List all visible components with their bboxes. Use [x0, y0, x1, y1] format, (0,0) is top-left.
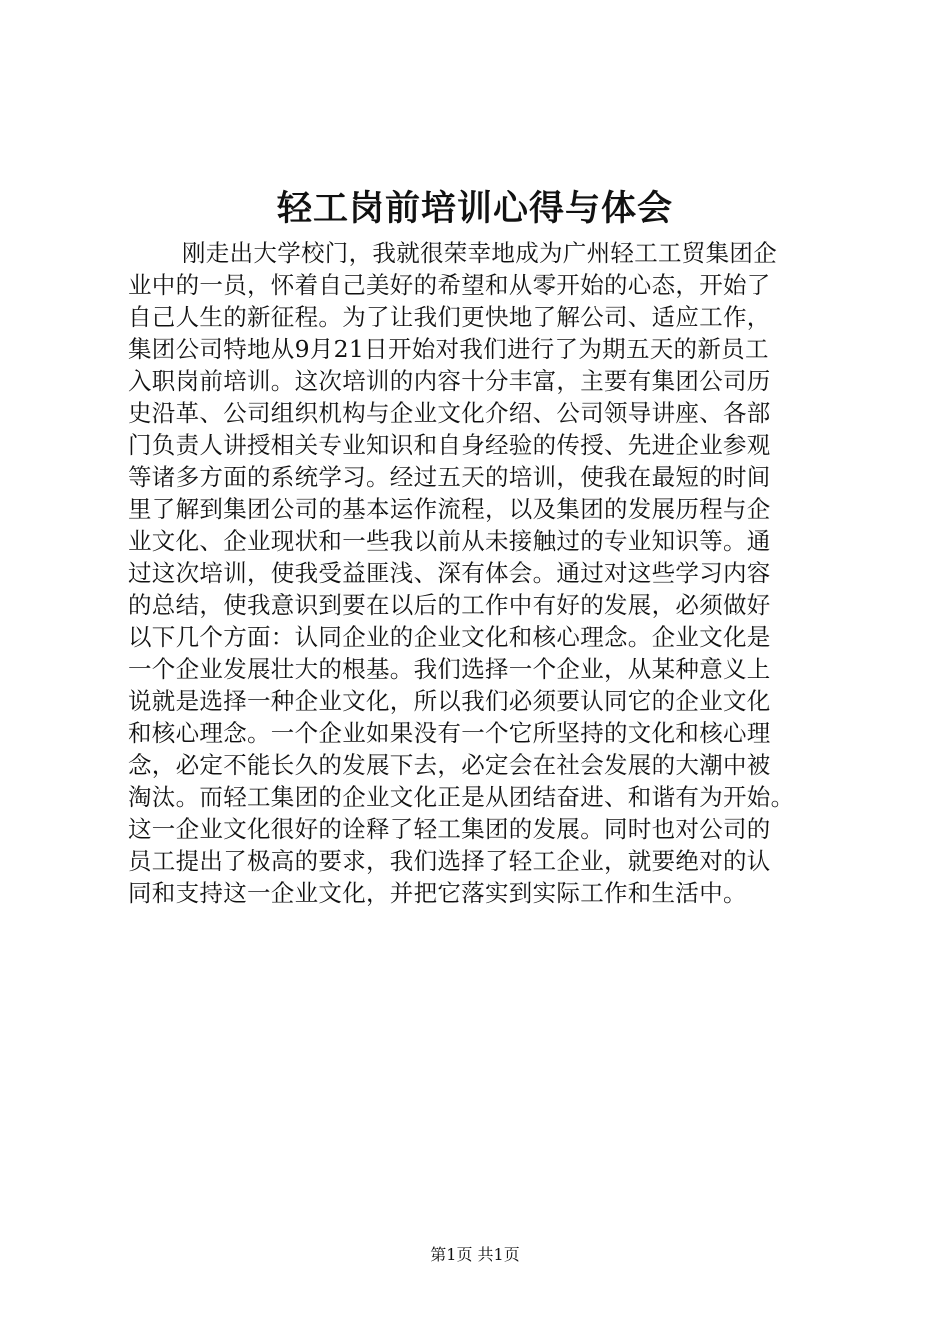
paragraph-line: 集团公司特地从9月21日开始对我们进行了为期五天的新员工 [128, 335, 769, 363]
paragraph-line: 一个企业发展壮大的根基。我们选择一个企业，从某种意义上 [128, 655, 771, 683]
paragraph-line: 等诸多方面的系统学习。经过五天的培训，使我在最短的时间 [128, 463, 771, 491]
paragraph-line: 员工提出了极高的要求，我们选择了轻工企业，就要绝对的认 [128, 847, 771, 875]
page-number-footer: 第1页 共1页 [430, 1245, 520, 1264]
paragraph-line: 史沿革、公司组织机构与企业文化介绍、公司领导讲座、各部 [128, 399, 771, 427]
paragraph-line: 过这次培训，使我受益匪浅、深有体会。通过对这些学习内容 [128, 559, 771, 587]
paragraph-line: 的总结，使我意识到要在以后的工作中有好的发展，必须做好 [128, 591, 771, 619]
paragraph-line: 说就是选择一种企业文化，所以我们必须要认同它的企业文化 [128, 687, 771, 715]
paragraph-line: 门负责人讲授相关专业知识和自身经验的传授、先进企业参观 [128, 431, 771, 459]
document-body [128, 237, 828, 909]
paragraph-line: 淘汰。而轻工集团的企业文化正是从团结奋进、和谐有为开始。 [128, 783, 795, 811]
paragraph-line: 自己人生的新征程。为了让我们更快地了解公司、适应工作， [128, 303, 771, 331]
paragraph-line: 业中的一员，怀着自己美好的希望和从零开始的心态，开始了 [128, 271, 771, 299]
document-title: 轻工岗前培训心得与体会 [276, 188, 673, 229]
paragraph-line: 念，必定不能长久的发展下去，必定会在社会发展的大潮中被 [128, 751, 771, 779]
paragraph-line: 这一企业文化很好的诠释了轻工集团的发展。同时也对公司的 [128, 815, 771, 843]
paragraph-line: 同和支持这一企业文化，并把它落实到实际工作和生活中。 [128, 879, 747, 907]
paragraph-line: 入职岗前培训。这次培训的内容十分丰富，主要有集团公司历 [128, 367, 771, 395]
paragraph-line: 以下几个方面：认同企业的企业文化和核心理念。企业文化是 [128, 623, 771, 651]
paragraph-line: 刚走出大学校门，我就很荣幸地成为广州轻工工贸集团企 [182, 239, 777, 267]
paragraph-line: 业文化、企业现状和一些我以前从未接触过的专业知识等。通 [128, 527, 771, 555]
paragraph-line: 里了解到集团公司的基本运作流程，以及集团的发展历程与企 [128, 495, 771, 523]
paragraph-line: 和核心理念。一个企业如果没有一个它所坚持的文化和核心理 [128, 719, 771, 747]
